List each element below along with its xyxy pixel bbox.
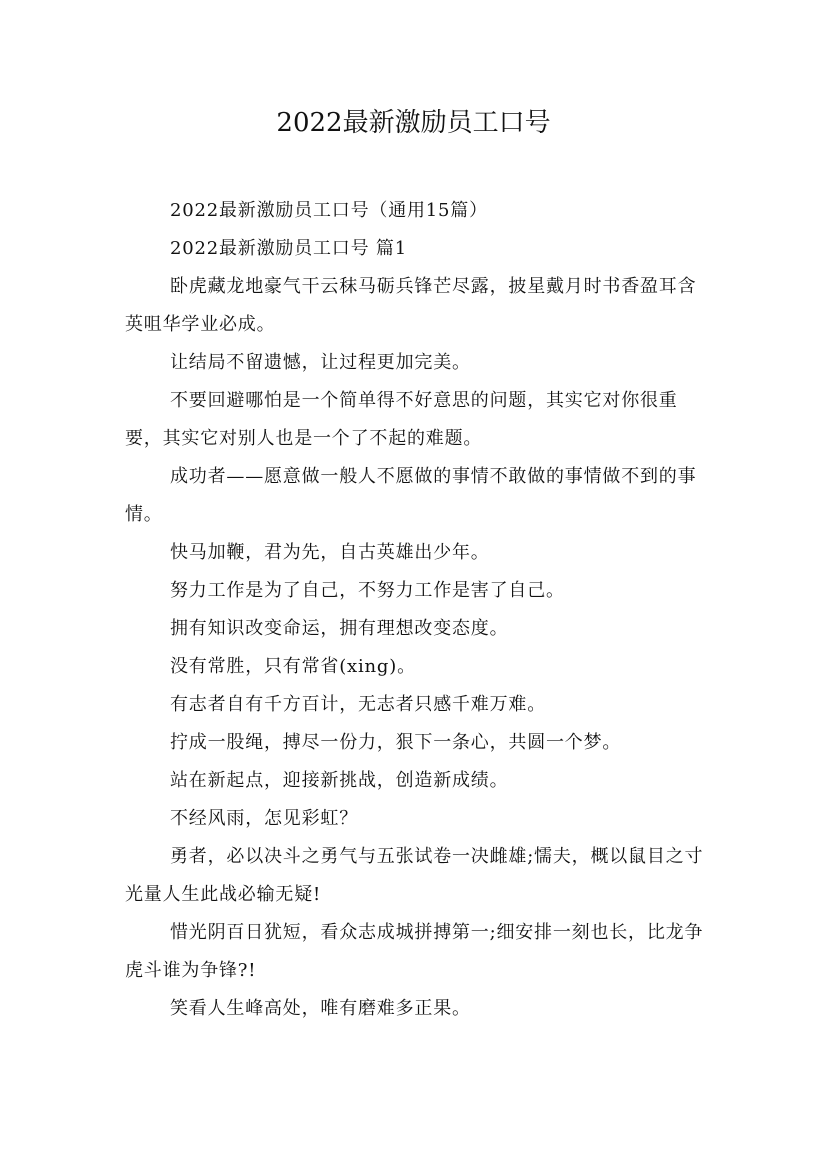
paragraph: 让结局不留遗憾，让过程更加完美。 — [170, 352, 471, 373]
document-body — [125, 192, 715, 1028]
paragraph: 没有常胜，只有常省(xing)。 — [170, 656, 416, 677]
paragraph: 有志者自有千方百计，无志者只感千难万难。 — [170, 694, 546, 715]
paragraph: 不经风雨，怎见彩虹？ — [170, 808, 358, 829]
paragraph: 拥有知识改变命运，拥有理想改变态度。 — [170, 618, 509, 639]
paragraph: 成功者——愿意做一般人不愿做的事情不敢做的事情做不到的事情。 — [125, 466, 697, 525]
paragraph: 笑看人生峰高处，唯有磨难多正果。 — [170, 998, 471, 1019]
paragraph-section-heading: 2022最新激励员工口号 篇1 — [170, 238, 407, 259]
paragraph-subtitle: 2022最新激励员工口号（通用15篇） — [170, 200, 488, 221]
page-title: 2022最新激励员工口号 — [276, 108, 551, 138]
paragraph: 惜光阴百日犹短，看众志成城拼搏第一;细安排一刻也长，比龙争虎斗谁为争锋?! — [125, 922, 704, 981]
paragraph: 努力工作是为了自己，不努力工作是害了自己。 — [170, 580, 565, 601]
paragraph: 勇者，必以决斗之勇气与五张试卷一决雌雄;懦夫，概以鼠目之寸光量人生此战必输无疑! — [125, 846, 704, 905]
paragraph: 快马加鞭，君为先，自古英雄出少年。 — [170, 542, 490, 563]
paragraph: 拧成一股绳，搏尽一份力，狠下一条心，共圆一个梦。 — [170, 732, 622, 753]
paragraph: 不要回避哪怕是一个简单得不好意思的问题，其实它对你很重要，其实它对别人也是一个了不起的难题。 — [125, 390, 678, 449]
paragraph: 卧虎藏龙地豪气干云秣马砺兵锋芒尽露，披星戴月时书香盈耳含英咀华学业必成。 — [125, 276, 697, 335]
paragraph: 站在新起点，迎接新挑战，创造新成绩。 — [170, 770, 509, 791]
